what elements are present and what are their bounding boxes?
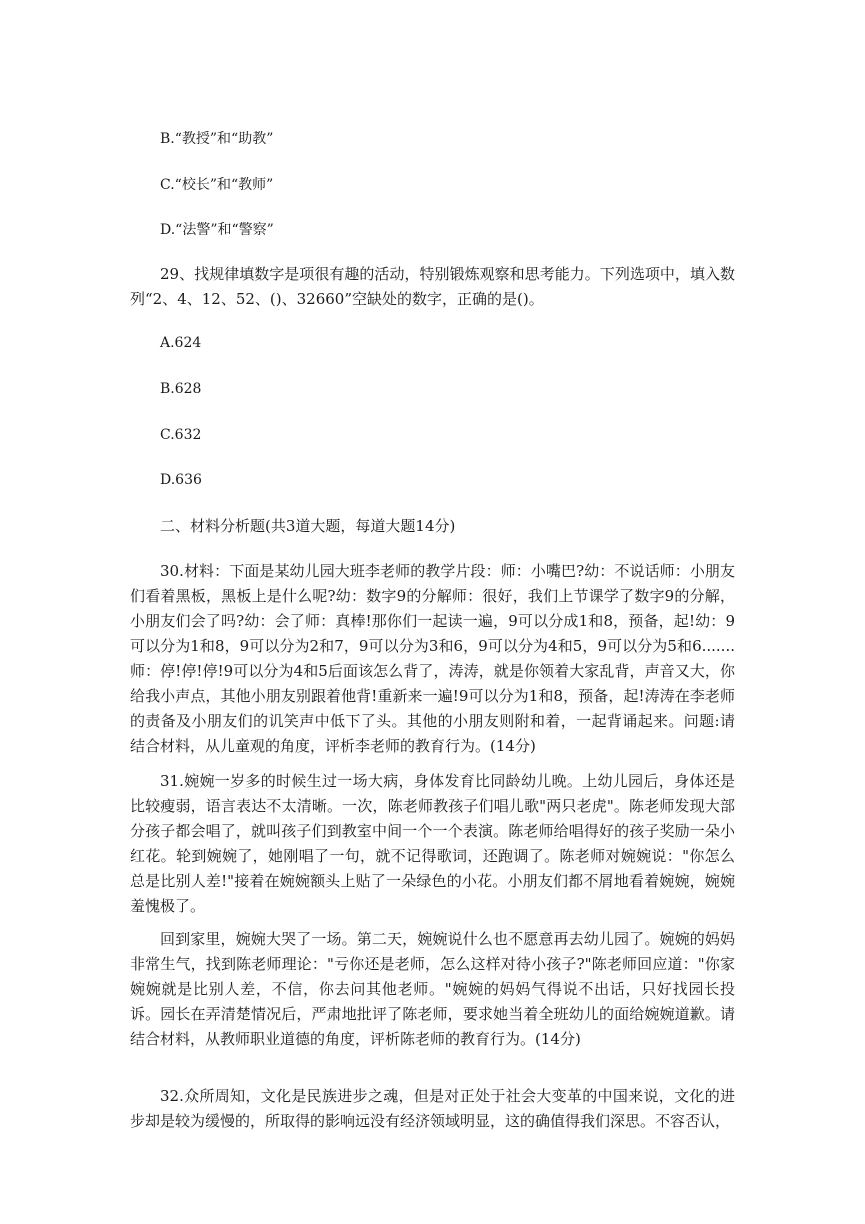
option-b-q28: B.“教授”和“助教”: [160, 131, 274, 147]
option-d-q28: D.“法警”和“警察”: [160, 222, 274, 238]
question-30: 30.材料：下面是某幼儿园大班李老师的教学片段：师：小嘴巴?幼：不说话师：小朋友们看着黑板，黑板上是什么呢?幼：数字9的分解师：很好，我们上节课学了数字9的分解，小朋友们会了吗?幼：会了师：真棒!那你们一起读一遍，9可以分成1和8，预备，起!幼：9可以分为1和8，9可以分为2和7，9可以分为3和6，9可以分为4和5，9可以分为5和6.......师：停!停!停!9可以分为4和5后面该怎么背了，涛涛，就是你领着大家乱背，声音又大，你给我小声点，其他小朋友别跟着他背!重新来一遍!9可以分为1和8，预备，起!涛涛在李老师的责备及小朋友们的讥笑声中低下了头。其他的小朋友则附和着，一起背诵起来。问题:请结合材料，从儿童观的角度，评析李老师的教育行为。(14分): [130, 562, 735, 755]
section-heading: 二、材料分析题(共3道大题，每道大题14分): [160, 517, 456, 535]
option-d-q29: D.636: [160, 472, 202, 488]
option-c-q29: C.632: [160, 427, 202, 443]
option-a-q29: A.624: [160, 335, 202, 351]
question-32: 32.众所周知，文化是民族进步之魂，但是对正处于社会大变革的中国来说，文化的进步却是较为缓慢的，所取得的影响远没有经济领域明显，这的确值得我们深思。不容否认，: [130, 1087, 735, 1130]
option-b-q29: B.628: [160, 381, 202, 397]
question-31-paragraph-1: 31.婉婉一岁多的时候生过一场大病，身体发育比同龄幼儿晚。上幼儿园后，身体还是比较瘦弱，语言表达不太清晰。一次，陈老师教孩子们唱儿歌"两只老虎"。陈老师发现大部分孩子都会唱了，就叫孩子们到教室中间一个一个表演。陈老师给唱得好的孩子奖励一朵小红花。轮到婉婉了，她刚唱了一句，就不记得歌词，还跑调了。陈老师对婉婉说："你怎么总是比别人差!"接着在婉婉额头上贴了一朵绿色的小花。小朋友们都不屑地看着婉婉，婉婉羞愧极了。: [130, 772, 735, 915]
option-c-q28: C.“校长”和“教师”: [160, 177, 274, 193]
question-29-stem: 29、找规律填数字是项很有趣的活动，特别锻炼观察和思考能力。下列选项中，填入数列“2、4、12、52、()、32660”空缺处的数字，正确的是()。: [130, 265, 735, 308]
question-31-paragraph-2: 回到家里，婉婉大哭了一场。第二天，婉婉说什么也不愿意再去幼儿园了。婉婉的妈妈非常生气，找到陈老师理论："亏你还是老师，怎么这样对待小孩子?"陈老师回应道："你家婉婉就是比别人差，不信，你去问其他老师。"婉婉的妈妈气得说不出话，只好找园长投诉。园长在弄清楚情况后，严肃地批评了陈老师，要求她当着全班幼儿的面给婉婉道歉。请结合材料，从教师职业道德的角度，评析陈老师的教育行为。(14分): [130, 930, 735, 1048]
